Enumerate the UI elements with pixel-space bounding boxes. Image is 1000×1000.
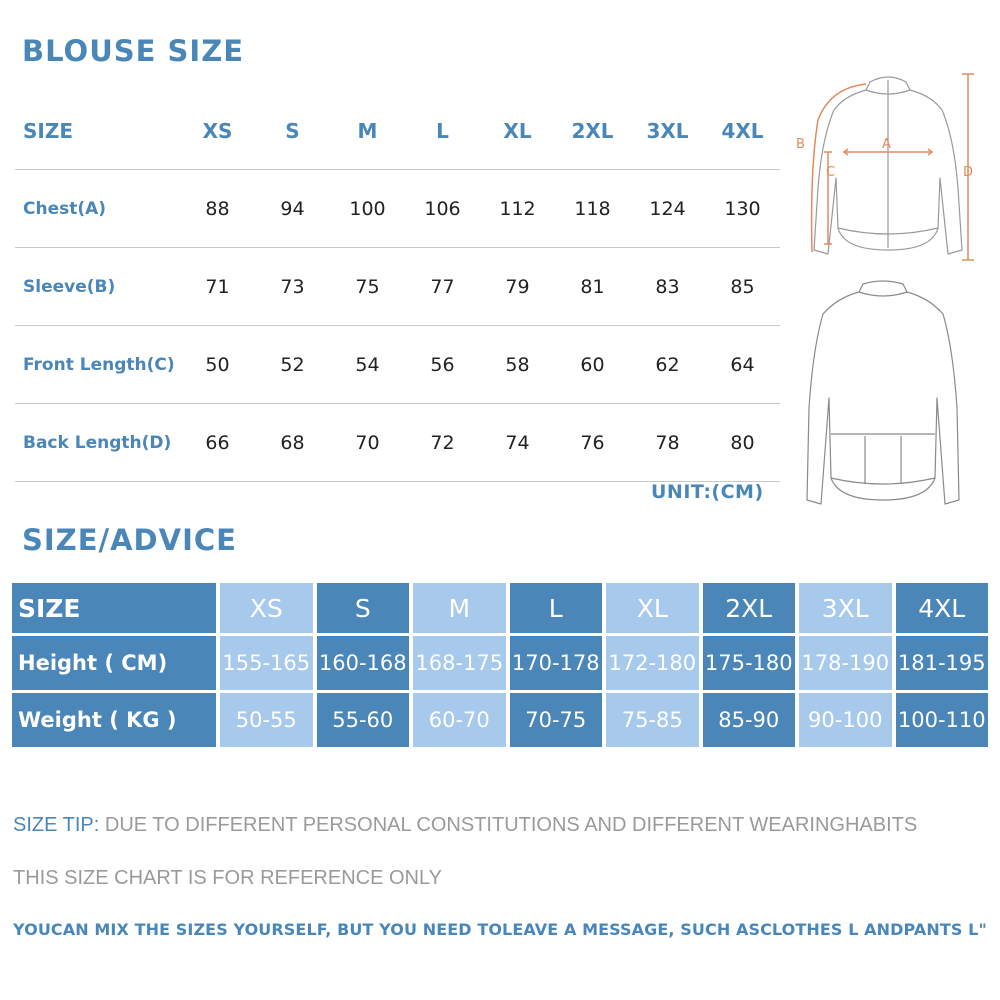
table-cell: 72 (405, 404, 480, 482)
advice-size-m: M (413, 583, 506, 633)
advice-size-4xl: 4XL (896, 583, 989, 633)
weight-row (12, 693, 988, 747)
table-cell: 170-178 (510, 636, 603, 690)
table-cell: 76 (555, 404, 630, 482)
size-col-4xl: 4XL (721, 118, 764, 143)
advice-size-l: L (510, 583, 603, 633)
table-cell: 64 (705, 326, 780, 404)
size-tip-line (13, 814, 917, 837)
row-label: Front Length(C) (15, 326, 180, 404)
size-header-label: SIZE (23, 118, 74, 143)
table-cell: 90-100 (799, 693, 892, 747)
reference-note: THIS SIZE CHART IS FOR REFERENCE ONLY (13, 867, 442, 889)
table-cell: 124 (630, 170, 705, 248)
table-cell: 112 (480, 170, 555, 248)
table-cell: 70 (330, 404, 405, 482)
table-cell: 85 (705, 248, 780, 326)
table-cell: 75-85 (606, 693, 699, 747)
table-cell: 60-70 (413, 693, 506, 747)
chest-row (15, 170, 780, 248)
table-cell: 79 (480, 248, 555, 326)
advice-size-s: S (317, 583, 410, 633)
row-label: Sleeve(B) (15, 248, 180, 326)
measure-label-b: B (796, 137, 805, 152)
table-cell: 50-55 (220, 693, 313, 747)
table-cell: 88 (180, 170, 255, 248)
table-cell: 181-195 (896, 636, 989, 690)
table-cell: 100 (330, 170, 405, 248)
table-cell: 55-60 (317, 693, 410, 747)
size-col-3xl: 3XL (646, 118, 689, 143)
size-col-2xl: 2XL (571, 118, 614, 143)
size-col-xs: XS (202, 118, 233, 143)
table-cell: 60 (555, 326, 630, 404)
advice-size-xl: XL (606, 583, 699, 633)
row-label: Chest(A) (15, 170, 180, 248)
front-length-row (15, 326, 780, 404)
table-cell: 168-175 (413, 636, 506, 690)
table-cell: 172-180 (606, 636, 699, 690)
table-cell: 54 (330, 326, 405, 404)
size-col-l: L (436, 118, 449, 143)
row-label: Weight ( KG ) (12, 693, 216, 747)
table-cell: 175-180 (703, 636, 796, 690)
sleeve-row (15, 248, 780, 326)
table-cell: 130 (705, 170, 780, 248)
table-cell: 62 (630, 326, 705, 404)
table-cell: 106 (405, 170, 480, 248)
blouse-size-table (15, 92, 780, 482)
size-tip-label: SIZE TIP: (13, 814, 100, 836)
table-cell: 155-165 (220, 636, 313, 690)
table-cell: 70-75 (510, 693, 603, 747)
table-cell: 73 (255, 248, 330, 326)
table-cell: 77 (405, 248, 480, 326)
measure-label-d: D (963, 165, 974, 180)
table-cell: 178-190 (799, 636, 892, 690)
blouse-header-row (15, 92, 780, 170)
table-cell: 118 (555, 170, 630, 248)
measure-label-a: A (882, 137, 891, 152)
row-label: Height ( CM) (12, 636, 216, 690)
table-cell: 66 (180, 404, 255, 482)
measure-label-c: C (826, 165, 836, 180)
table-cell: 58 (480, 326, 555, 404)
size-tip-text: DUE TO DIFFERENT PERSONAL CONSTITUTIONS AND DIFFERENT WEARINGHABITS (99, 814, 918, 836)
table-cell: 75 (330, 248, 405, 326)
table-cell: 71 (180, 248, 255, 326)
size-col-s: S (285, 118, 300, 143)
size-advice-table (8, 580, 992, 750)
jacket-front-diagram (782, 68, 992, 268)
advice-header-row (12, 583, 988, 633)
size-col-m: M (357, 118, 378, 143)
table-cell: 74 (480, 404, 555, 482)
advice-size-label: SIZE (12, 583, 216, 633)
back-length-row (15, 404, 780, 482)
table-cell: 160-168 (317, 636, 410, 690)
advice-size-xs: XS (220, 583, 313, 633)
table-cell: 94 (255, 170, 330, 248)
height-row (12, 636, 988, 690)
advice-size-3xl: 3XL (799, 583, 892, 633)
table-cell: 83 (630, 248, 705, 326)
table-cell: 50 (180, 326, 255, 404)
table-cell: 81 (555, 248, 630, 326)
blouse-size-title: BLOUSE SIZE (22, 34, 245, 68)
unit-label: UNIT:(CM) (651, 481, 764, 503)
jacket-back-diagram (795, 278, 970, 510)
table-cell: 56 (405, 326, 480, 404)
mix-sizes-note: YOUCAN MIX THE SIZES YOURSELF, BUT YOU NEED TOLEAVE A MESSAGE, SUCH ASCLOTHES L ANDPANTS L" (13, 920, 987, 939)
size-col-xl: XL (503, 118, 532, 143)
table-cell: 100-110 (896, 693, 989, 747)
table-cell: 80 (705, 404, 780, 482)
table-cell: 52 (255, 326, 330, 404)
table-cell: 68 (255, 404, 330, 482)
table-cell: 85-90 (703, 693, 796, 747)
table-cell: 78 (630, 404, 705, 482)
row-label: Back Length(D) (15, 404, 180, 482)
advice-size-2xl: 2XL (703, 583, 796, 633)
size-advice-title: SIZE/ADVICE (22, 523, 237, 557)
